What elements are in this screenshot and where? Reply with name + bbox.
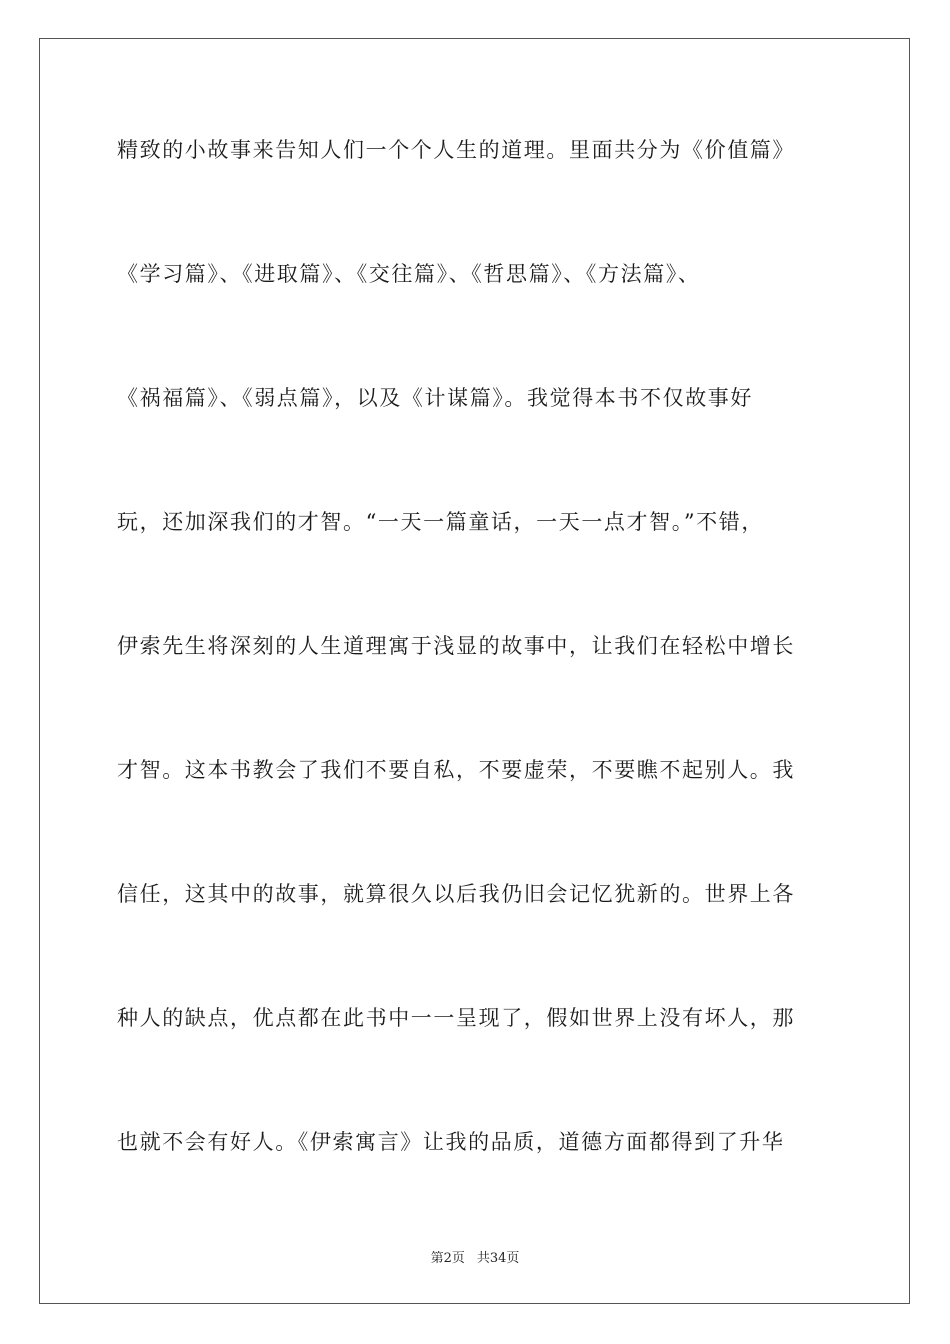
text-line: 种人的缺点，优点都在此书中一一呈现了，假如世界上没有坏人，那	[117, 1006, 795, 1030]
text-line: 才智。这本书教会了我们不要自私，不要虚荣，不要瞧不起别人。我	[117, 758, 795, 782]
text-line: 伊索先生将深刻的人生道理寓于浅显的故事中，让我们在轻松中增长	[117, 634, 795, 658]
current-page-number: 第2页	[430, 1251, 465, 1266]
text-line: 《祸福篇》、《弱点篇》，以及《计谋篇》。我觉得本书不仅故事好	[117, 386, 753, 410]
text-line: 也就不会有好人。《伊索寓言》让我的品质，道德方面都得到了升华	[117, 1130, 785, 1154]
document-body	[117, 130, 837, 1246]
page-footer	[0, 1247, 950, 1266]
total-page-count: 共34页	[476, 1251, 520, 1266]
text-line: 精致的小故事来告知人们一个个人生的道理。里面共分为《价值篇》	[117, 138, 795, 162]
text-line: 信任，这其中的故事，就算很久以后我仍旧会记忆犹新的。世界上各	[117, 882, 795, 906]
text-line: 玩，还加深我们的才智。“一天一篇童话，一天一点才智。”不错，	[117, 510, 764, 534]
text-line: 《学习篇》、《进取篇》、《交往篇》、《哲思篇》、《方法篇》、	[117, 262, 701, 286]
